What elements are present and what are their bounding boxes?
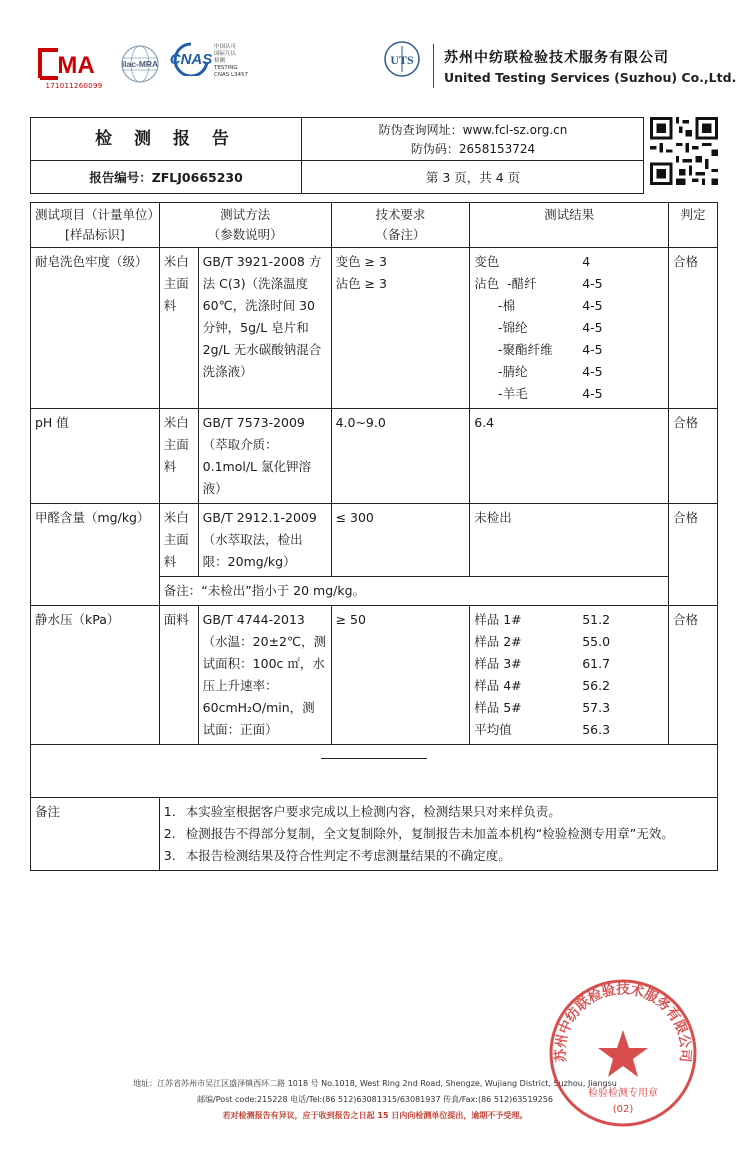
end-mark-row bbox=[31, 745, 718, 798]
row-judgement: 合格 bbox=[669, 248, 718, 409]
row-judgement: 合格 bbox=[669, 606, 718, 745]
result-line: -腈纶 4-5 bbox=[474, 364, 603, 379]
table-row bbox=[31, 504, 718, 577]
table-header-row bbox=[31, 203, 718, 248]
header-judgement: 判定 bbox=[669, 203, 718, 248]
report-info-box bbox=[30, 117, 644, 194]
header-method: 测试方法 （参数说明） bbox=[159, 203, 331, 248]
row-sample: 面料 bbox=[159, 606, 198, 745]
footer-objection-notice: 若对检测报告有异议，应于收到报告之日起 15 日内向检测单位提出，逾期不予受理。 bbox=[222, 1111, 528, 1120]
row-results: 未检出 bbox=[470, 504, 669, 577]
remarks-row bbox=[31, 798, 718, 871]
result-line: 变色 4 bbox=[474, 254, 591, 269]
company-name-cn: 苏州中纺联检验技术服务有限公司 bbox=[444, 50, 669, 66]
report-number: 报告编号：ZFLJ0665230 bbox=[89, 170, 243, 185]
row-method: GB/T 7573-2009（萃取介质：0.1mol/L 氯化钾溶液） bbox=[198, 409, 331, 504]
table-row bbox=[31, 606, 718, 745]
header-item: 测试项目（计量单位） [样品标识] bbox=[31, 203, 160, 248]
row-results: 6.4 bbox=[470, 409, 669, 504]
header-requirement: 技术要求 （备注） bbox=[331, 203, 470, 248]
row-judgement: 合格 bbox=[669, 504, 718, 606]
uts-logo bbox=[383, 40, 421, 88]
row-sample: 米白主面料 bbox=[159, 248, 198, 409]
result-line: 样品 2# 55.0 bbox=[474, 634, 611, 649]
svg-text:检验检测专用章: 检验检测专用章 bbox=[588, 1088, 658, 1099]
result-line: 样品 3# 61.7 bbox=[474, 656, 611, 671]
row-note: 备注：“未检出”指小于 20 mg/kg。 bbox=[159, 577, 668, 606]
row-item: pH 值 bbox=[31, 409, 160, 504]
verify-code: 防伪码：2658153724 bbox=[410, 142, 536, 156]
row-method: GB/T 4744-2013（水温：20±2℃，测试面积：100c ㎡，水压上升速率：60cmH₂O/min，测试面：正面） bbox=[198, 606, 331, 745]
footer-contact: 邮编/Post code:215228 电话/Tel:(86 512)63081315/63081937 传真/Fax:(86 512)63519256 bbox=[197, 1095, 553, 1104]
cma-code: 171011260099 bbox=[45, 82, 103, 90]
result-line: -锦纶 4-5 bbox=[474, 320, 603, 335]
result-line: -棉 4-5 bbox=[474, 298, 603, 313]
row-item: 静水压（kPa） bbox=[31, 606, 160, 745]
page-info: 第 3 页，共 4 页 bbox=[425, 170, 521, 185]
svg-text:CNAS: CNAS bbox=[169, 51, 213, 68]
result-line: -羊毛 4-5 bbox=[474, 386, 603, 401]
remark-item: 2. 检测报告不得部分复制，全文复制除外，复制报告未加盖本机构“检验检测专用章”无效。 bbox=[163, 826, 674, 841]
row-method: GB/T 2912.1-2009（水萃取法，检出限：20mg/kg） bbox=[198, 504, 331, 577]
row-method: GB/T 3921-2008 方法 C(3)（洗涤温度 60℃，洗涤时间 30 分钟，5g/L 皂片和 2g/L 无水碳酸钠混合洗涤液） bbox=[198, 248, 331, 409]
cnas-logo bbox=[163, 42, 219, 76]
svg-text:MA: MA bbox=[57, 52, 95, 79]
remarks-label: 备注 bbox=[31, 798, 160, 871]
official-seal-stamp bbox=[548, 978, 698, 1128]
result-line: 沾色 -醋纤 4-5 bbox=[474, 276, 603, 291]
row-requirement: 4.0~9.0 bbox=[331, 409, 470, 504]
cnas-side-text: 中国认可 国际互认 检测 TESTING CNAS L3457 bbox=[214, 44, 249, 78]
result-line: 平均值 56.3 bbox=[474, 722, 611, 737]
test-results-table bbox=[30, 202, 718, 871]
report-title: 检 测 报 告 bbox=[95, 129, 237, 149]
result-line: 样品 1# 51.2 bbox=[474, 612, 611, 627]
cma-logo bbox=[36, 44, 112, 84]
header-result: 测试结果 bbox=[470, 203, 669, 248]
result-line: 样品 4# 56.2 bbox=[474, 678, 611, 693]
remarks-content bbox=[159, 798, 717, 871]
row-item: 耐皂洗色牢度（级） bbox=[31, 248, 160, 409]
footer-address: 地址：江苏省苏州市吴江区盛泽镇西环二路 1018 号 No.1018, West Ring 2nd Road, Shengze, Wujiang District, Suzhou, Jiangsu bbox=[133, 1079, 617, 1088]
row-judgement: 合格 bbox=[669, 409, 718, 504]
svg-text:ilac-MRA: ilac-MRA bbox=[121, 59, 159, 69]
row-item: 甲醛含量（mg/kg） bbox=[31, 504, 160, 606]
row-results bbox=[470, 606, 669, 745]
header-divider bbox=[433, 44, 434, 88]
table-row bbox=[31, 409, 718, 504]
row-results bbox=[470, 248, 669, 409]
row-sample: 米白主面料 bbox=[159, 504, 198, 577]
qr-code bbox=[650, 117, 718, 185]
remark-item: 1. 本实验室根据客户要求完成以上检测内容，检测结果只对来样负责。 bbox=[163, 804, 561, 819]
row-requirement: ≤ 300 bbox=[331, 504, 470, 577]
end-mark-line bbox=[321, 758, 427, 759]
end-mark-cell bbox=[31, 745, 718, 798]
verification-info bbox=[301, 121, 645, 159]
table-row bbox=[31, 248, 718, 409]
result-line: 样品 5# 57.3 bbox=[474, 700, 611, 715]
svg-text:(02): (02) bbox=[612, 1104, 634, 1115]
row-requirement: ≥ 50 bbox=[331, 606, 470, 745]
svg-text:苏州中纺联检验技术服务有限公司: 苏州中纺联检验技术服务有限公司 bbox=[552, 981, 694, 1063]
row-sample: 米白主面料 bbox=[159, 409, 198, 504]
verify-url: 防伪查询网址：www.fcl-sz.org.cn bbox=[378, 123, 568, 137]
company-name-en: United Testing Services (Suzhou) Co.,Ltd. bbox=[444, 70, 737, 85]
remark-item: 3. 本报告检测结果及符合性判定不考虑测量结果的不确定度。 bbox=[163, 848, 511, 863]
row-requirement: 变色 ≥ 3 沾色 ≥ 3 bbox=[331, 248, 470, 409]
ilac-mra-logo bbox=[118, 44, 162, 84]
result-line: -聚酯纤维 4-5 bbox=[474, 342, 603, 357]
svg-text:UTS: UTS bbox=[390, 53, 414, 67]
